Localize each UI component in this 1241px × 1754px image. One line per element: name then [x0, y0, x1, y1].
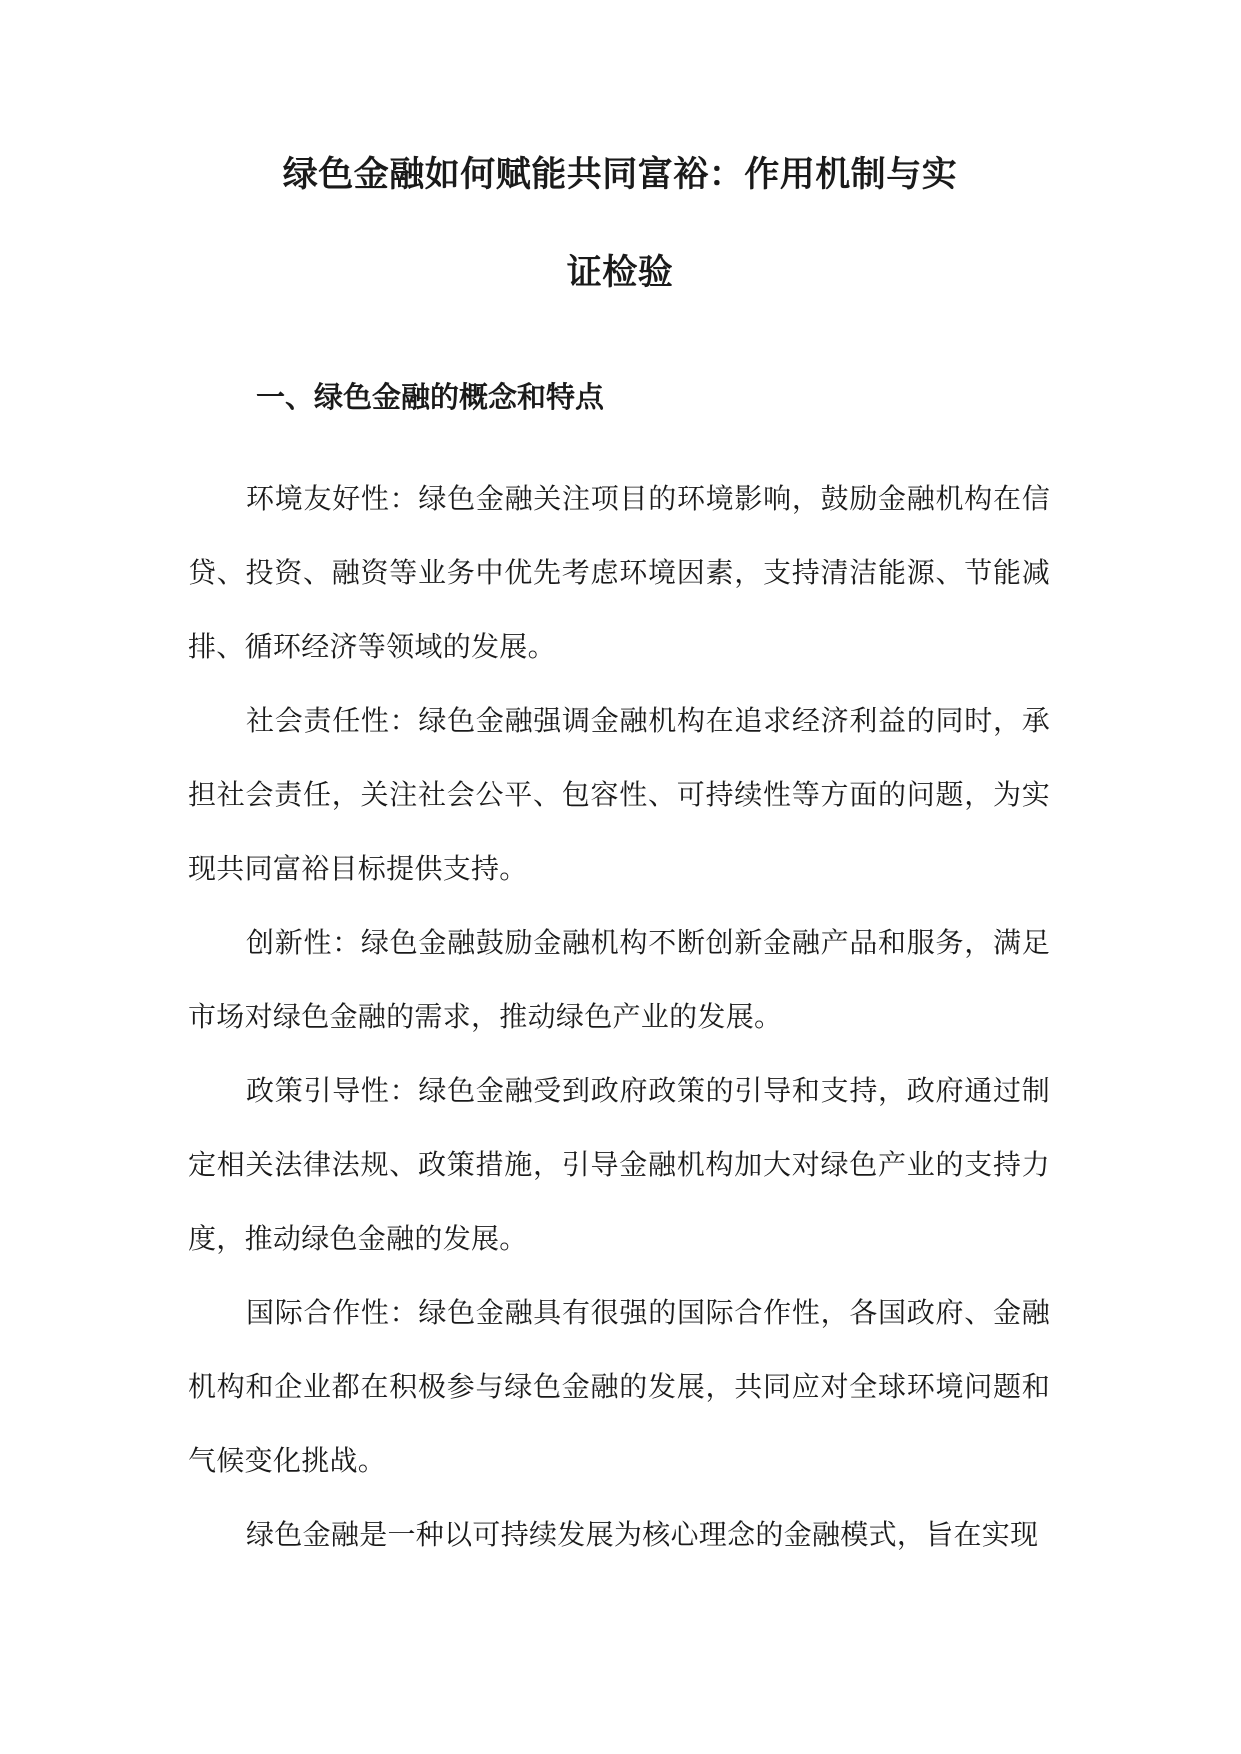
document-title-line-1: 绿色金融如何赋能共同富裕：作用机制与实 [282, 155, 958, 195]
document-title-line-2: 证检验 [566, 253, 674, 293]
document-body [188, 462, 1050, 1572]
paragraph-social-responsibility: 社会责任性：绿色金融强调金融机构在追求经济利益的同时，承担社会责任，关注社会公平、包容性、可持续性等方面的问题，为实现共同富裕目标提供支持。 [188, 704, 1050, 885]
paragraph-environmental-friendliness: 环境友好性：绿色金融关注项目的环境影响，鼓励金融机构在信贷、投资、融资等业务中优先考虑环境因素，支持清洁能源、节能减排、循环经济等领域的发展。 [188, 482, 1050, 663]
paragraph-innovation: 创新性：绿色金融鼓励金融机构不断创新金融产品和服务，满足市场对绿色金融的需求，推动绿色产业的发展。 [188, 926, 1050, 1033]
paragraph-international-cooperation: 国际合作性：绿色金融具有很强的国际合作性，各国政府、金融机构和企业都在积极参与绿色金融的发展，共同应对全球环境问题和气候变化挑战。 [188, 1296, 1050, 1477]
section-heading: 一、绿色金融的概念和特点 [256, 380, 605, 414]
paragraph-policy-guidance: 政策引导性：绿色金融受到政府政策的引导和支持，政府通过制定相关法律法规、政策措施，引导金融机构加大对绿色产业的支持力度，推动绿色金融的发展。 [188, 1074, 1050, 1255]
paragraph-summary: 绿色金融是一种以可持续发展为核心理念的金融模式，旨在实现 [246, 1518, 1039, 1551]
